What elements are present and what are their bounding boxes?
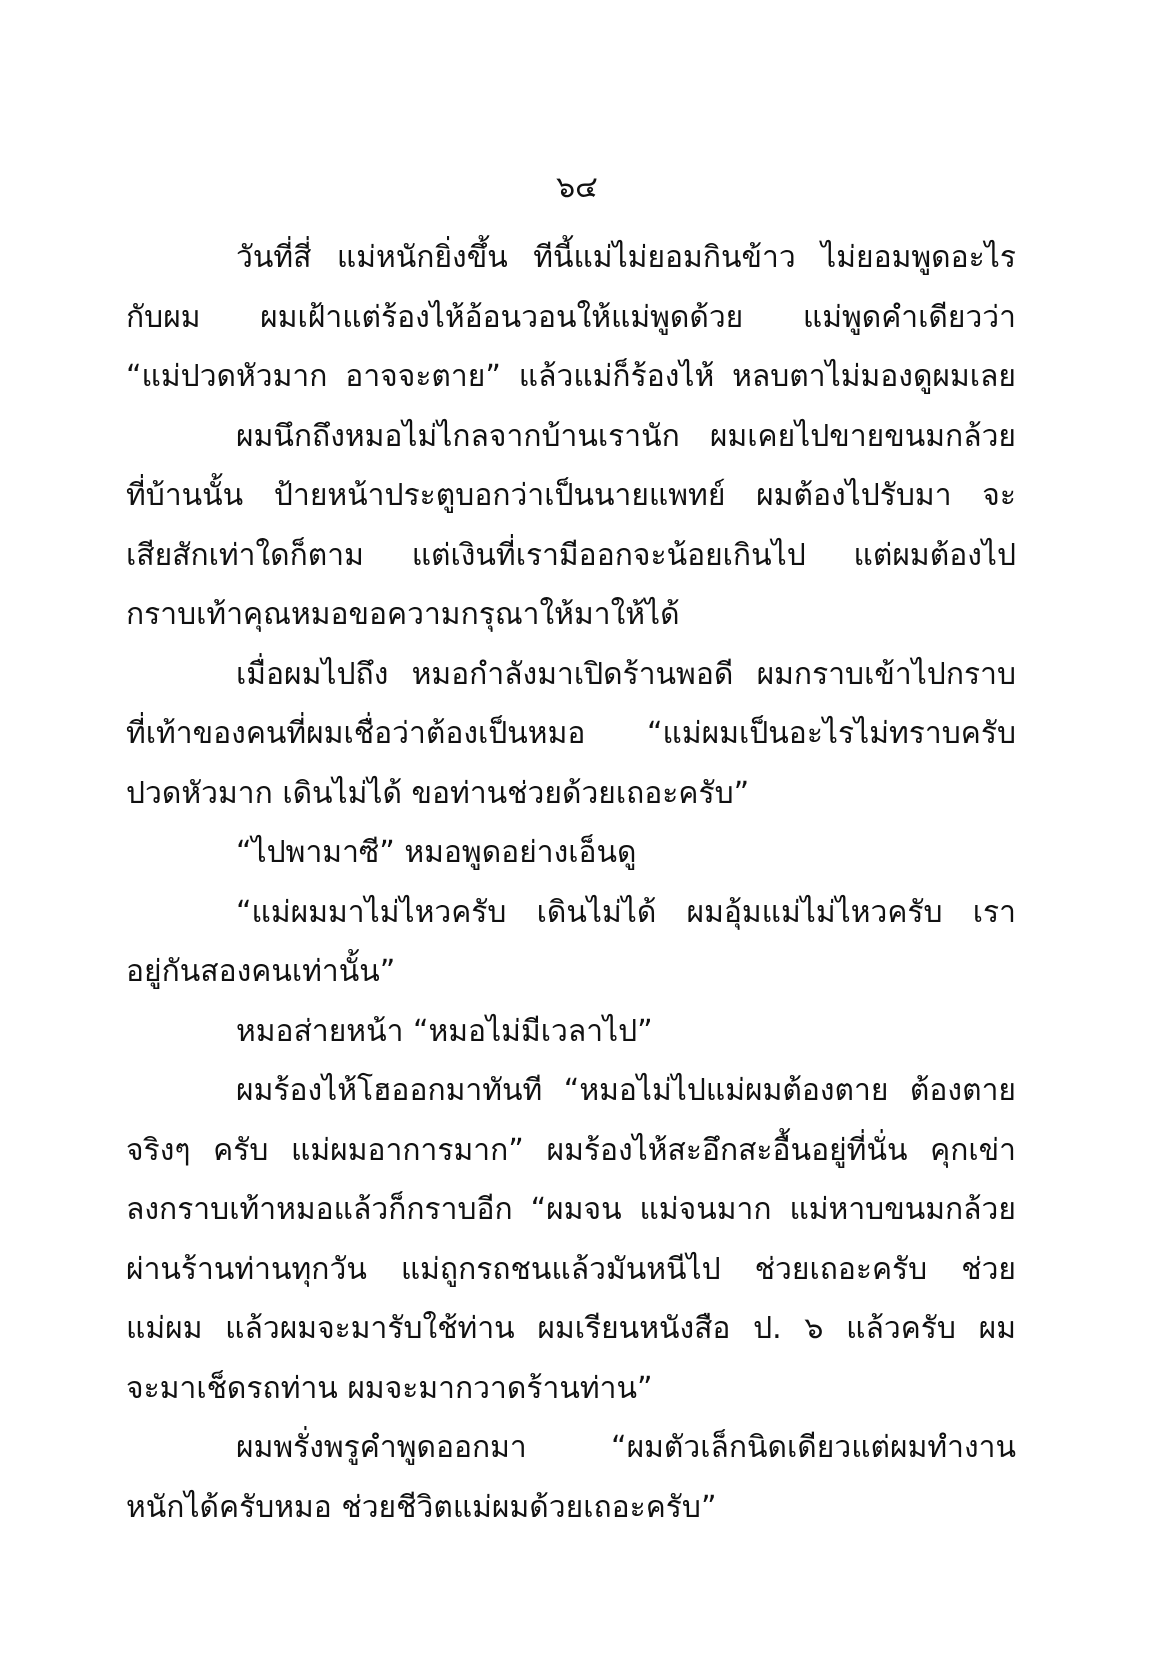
text-line-15: ผมร้องไห้โฮออกมาทันที “หมอไม่ไปแม่ผมต้องตาย ต้องตาย	[236, 1073, 1016, 1108]
text-line-10: ปวดหัวมาก เดินไม่ได้ ขอท่านช่วยด้วยเถอะครับ”	[126, 775, 750, 811]
text-line-21: ผมพรั่งพรูคำพูดออกมา “ผมตัวเล็กนิดเดียวแต่ผมทำงาน	[236, 1430, 1016, 1465]
text-line-22: หนักได้ครับหมอ ช่วยชีวิตแม่ผมด้วยเถอะครับ”	[126, 1489, 717, 1525]
text-line-12: “แม่ผมมาไม่ไหวครับ เดินไม่ได้ ผมอุ้มแม่ไม่ไหวครับ เรา	[236, 894, 1016, 930]
text-line-9: ที่เท้าของคนที่ผมเชื่อว่าต้องเป็นหมอ “แม่ผมเป็นอะไรไม่ทราบครับ	[126, 716, 1016, 751]
text-line-19: แม่ผม แล้วผมจะมารับใช้ท่าน ผมเรียนหนังสือ ป. ๖ แล้วครับ ผม	[126, 1311, 1016, 1346]
text-line-4: ผมนึกถึงหมอไม่ไกลจากบ้านเรานัก ผมเคยไปขายขนมกล้วย	[236, 418, 1016, 454]
page-number: ๖๔	[556, 170, 598, 205]
story-text	[126, 228, 1016, 1537]
text-line-17: ลงกราบเท้าหมอแล้วก็กราบอีก “ผมจน แม่จนมาก แม่หาบขนมกล้วย	[126, 1192, 1016, 1227]
text-line-2: กับผม ผมเฝ้าแต่ร้องไห้อ้อนวอนให้แม่พูดด้วย แม่พูดคำเดียวว่า	[126, 299, 1016, 335]
text-line-16: จริงๆ ครับ แม่ผมอาการมาก” ผมร้องไห้สะอึกสะอื้นอยู่ที่นั่น คุกเข่า	[126, 1132, 1016, 1168]
text-line-18: ผ่านร้านท่านทุกวัน แม่ถูกรถชนแล้วมันหนีไป ช่วยเถอะครับ ช่วย	[126, 1251, 1016, 1287]
text-line-20: จะมาเช็ดรถท่าน ผมจะมากวาดร้านท่าน”	[126, 1370, 653, 1406]
text-line-5: ที่บ้านนั้น ป้ายหน้าประตูบอกว่าเป็นนายแพทย์ ผมต้องไปรับมา จะ	[126, 478, 1016, 513]
text-line-8: เมื่อผมไปถึง หมอกำลังมาเปิดร้านพอดี ผมกราบเข้าไปกราบ	[236, 656, 1016, 692]
text-line-7: กราบเท้าคุณหมอขอความกรุณาให้มาให้ได้	[126, 597, 680, 632]
text-line-6: เสียสักเท่าใดก็ตาม แต่เงินที่เรามีออกจะน้อยเกินไป แต่ผมต้องไป	[126, 537, 1016, 573]
text-line-3: “แม่ปวดหัวมาก อาจจะตาย” แล้วแม่ก็ร้องไห้ หลบตาไม่มองดูผมเลย	[126, 359, 1016, 394]
text-line-14: หมอส่ายหน้า “หมอไม่มีเวลาไป”	[236, 1013, 653, 1049]
text-line-13: อยู่กันสองคนเท่านั้น”	[126, 954, 396, 989]
text-line-1: วันที่สี่ แม่หนักยิ่งขึ้น ทีนี้แม่ไม่ยอมกินข้าว ไม่ยอมพูดอะไร	[236, 240, 1016, 275]
text-line-11: “ไปพามาซี” หมอพูดอย่างเอ็นดู	[236, 835, 637, 870]
